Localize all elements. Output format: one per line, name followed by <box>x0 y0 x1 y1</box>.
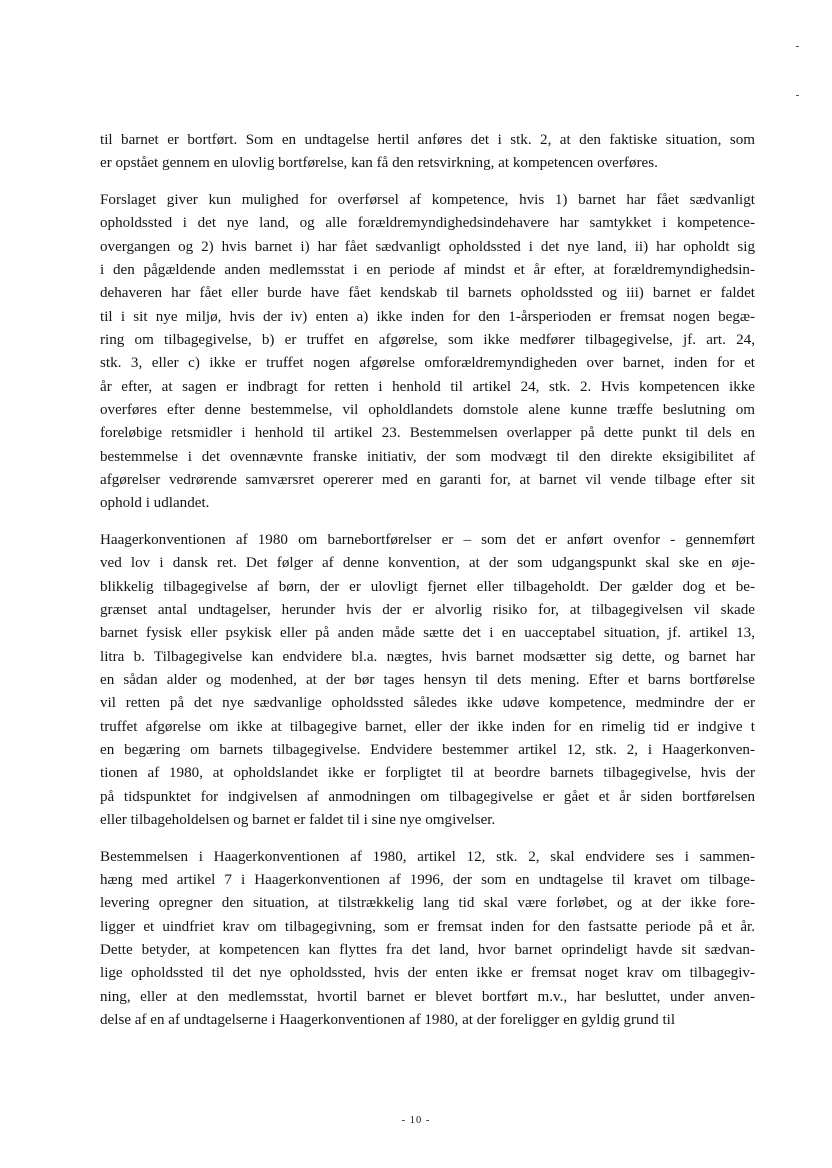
text-line: dehaveren har fået eller burde have fået kendskab til barnets opholdssted og iii) barnet er faldet <box>100 285 755 302</box>
text-line: i den pågældende anden medlemsstat i en periode af mindst et år efter, at forældremyndighedsin- <box>100 261 755 278</box>
scan-mark-middle <box>796 95 799 96</box>
text-line: ligger et uindfriet krav om tilbagegivning, som er fremsat inden for den fastsatte periode på et år. <box>100 918 755 935</box>
text-line: overgangen og 2) hvis barnet i) har fået sædvanligt opholdssted i det nye land, ii) har opholdt sig <box>100 238 755 255</box>
text-line: overføres efter denne bestemmelse, vil opholdlandets domstole alene kunne træffe beslutning om <box>100 401 755 418</box>
text-line: opholdssted i det nye land, og alle forældremyndighedsindehavere har samtykket i kompetence- <box>100 215 755 232</box>
text-line: stk. 3, eller c) ikke er truffet nogen afgørelse omforældremyndigheden over barnet, inden for et <box>100 355 755 372</box>
paragraph-1 <box>100 129 755 176</box>
text-line: år efter, at sagen er indbragt for retten i henhold til artikel 24, stk. 2. Hvis kompetencen ikke <box>100 378 755 395</box>
text-line: ved lov i dansk ret. Det følger af denne konvention, at der som udgangspunkt skal ske en øje- <box>100 555 755 572</box>
text-line: hæng med artikel 7 i Haagerkonventionen af 1996, der som en undtagelse til kravet om tilbage- <box>100 871 755 888</box>
text-line: tionen af 1980, at opholdslandet ikke er forpligtet til at beordre barnets tilbagegivelse, hvis der <box>100 765 755 782</box>
text-line: ning, eller at den medlemsstat, hvortil barnet er blevet bortført m.v., har besluttet, under anven- <box>100 988 755 1005</box>
page-number: - 10 - <box>401 1115 431 1126</box>
text-line: litra b. Tilbagegivelse kan endvidere bl.a. nægtes, hvis barnet modsætter sig dette, og barnet har <box>100 648 755 665</box>
paragraph-2 <box>100 189 755 516</box>
text-line: barnet fysisk eller psykisk eller på anden måde sætte det i en uacceptabel situation, jf. artikel 13, <box>100 625 755 642</box>
text-line: Dette betyder, at kompetencen kan flyttes fra det land, hvor barnet oprindeligt havde sit sædvan- <box>100 941 755 958</box>
text-line: lige opholdssted til det nye opholdssted, hvis der enten ikke er fremsat noget krav om tilbagegiv- <box>100 965 755 982</box>
text-line: blikkelig tilbagegivelse af børn, der er ulovligt fjernet eller tilbageholdt. Der gælder dog et be- <box>100 578 755 595</box>
text-line: afgørelser vedrørende samværsret opererer med en garanti for, at barnet vil vende tilbage efter sit <box>100 472 755 488</box>
text-line: delse af en af undtagelserne i Haagerkonventionen af 1980, at der foreligger en gyldig grund til <box>100 1011 676 1028</box>
document-body <box>100 129 755 1045</box>
text-line: ophold i udlandet. <box>100 495 210 512</box>
text-line: Bestemmelsen i Haagerkonventionen af 1980, artikel 12, stk. 2, skal endvidere ses i sammen- <box>100 848 755 865</box>
text-line: truffet afgørelse om ikke at tilbagegive barnet, eller der ikke inden for en rimelig tid er indgive t <box>100 718 755 735</box>
paragraph-3 <box>100 529 755 832</box>
text-line: bestemmelse i det ovennævnte franske initiativ, der som modvægt til den direkte eksigibilitet af <box>100 448 755 465</box>
text-line: er opstået gennem en ulovlig bortførelse, kan få den retsvirkning, at kompetencen overføres. <box>100 155 658 172</box>
text-line: Haagerkonventionen af 1980 om barnebortførelser er – som det er anført ovenfor - gennemført <box>100 531 755 548</box>
text-line: grænset antal undtagelser, herunder hvis der er alvorlig risiko for, at tilbagegivelsen vil skade <box>100 601 755 618</box>
text-line: levering opregner den situation, at tilstrækkelig lang tid skal være forløbet, og at der ikke fore- <box>100 895 755 912</box>
text-line: Forslaget giver kun mulighed for overførsel af kompetence, hvis 1) barnet har fået sædvanligt <box>100 191 755 208</box>
scan-mark-top <box>796 46 799 47</box>
text-line: en begæring om barnets tilbagegivelse. Endvidere bestemmer artikel 12, stk. 2, i Haagerkonven- <box>100 741 755 758</box>
text-line: til i sit nye miljø, hvis der iv) enten a) ikke inden for den 1-årsperioden er fremsat nogen begæ- <box>100 308 755 325</box>
text-line: til barnet er bortført. Som en undtagelse hertil anføres det i stk. 2, at den faktiske situation, som <box>100 132 755 148</box>
text-line: foreløbige retsmidler i henhold til artikel 23. Bestemmelsen overlapper på dette punkt til dels en <box>100 425 755 442</box>
text-line: vil retten på det nye sædvanlige opholdssted således ikke udøve kompetence, medmindre der er <box>100 695 755 712</box>
text-line: eller tilbageholdelsen og barnet er faldet til i sine nye omgivelser. <box>100 812 496 828</box>
text-line: ring om tilbagegivelse, b) er truffet en afgørelse, som ikke medfører tilbagegivelse, jf. art. 24, <box>100 331 755 348</box>
paragraph-4 <box>100 846 755 1033</box>
text-line: på tidspunktet for indgivelsen af anmodningen om tilbagegivelse er gået et år siden bortførelsen <box>100 788 755 805</box>
text-line: en sådan alder og modenhed, at der bør tages hensyn til dets mening. Efter et barns bortførelse <box>100 671 755 688</box>
